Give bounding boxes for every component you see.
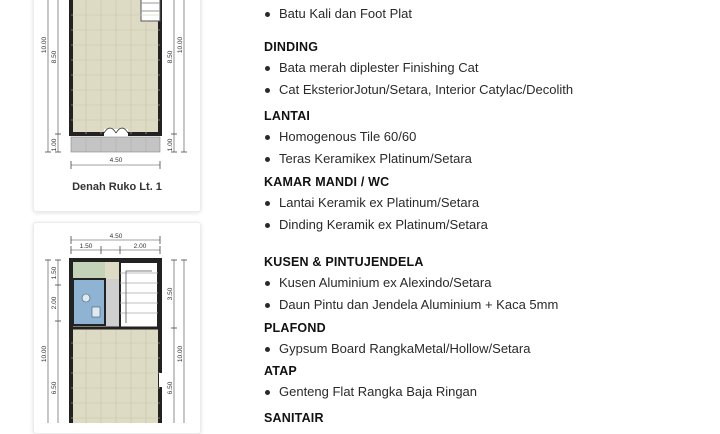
plan2-dim-room-right: 6.50 bbox=[167, 381, 174, 395]
kusen-item: Daun Pintu dan Jendela Aluminium + Kaca 5mm bbox=[264, 294, 558, 316]
plan1-dim-front-right: 1.00 bbox=[167, 138, 174, 152]
floor-plan-card-1 bbox=[33, 0, 201, 212]
lantai-heading: LANTAI bbox=[264, 109, 311, 123]
foundation-section bbox=[264, 3, 412, 25]
kusen-section bbox=[264, 253, 558, 316]
plan1-dim-main-left: 8.50 bbox=[51, 50, 58, 64]
plan2-dim-left: 1.50 bbox=[79, 243, 93, 250]
plan1-dim-main-right: 8.50 bbox=[167, 50, 174, 64]
kamar-mandi-item: Dinding Keramik ex Platinum/Setara bbox=[264, 214, 488, 236]
lantai-item: Teras Keramikex Platinum/Setara bbox=[264, 148, 472, 170]
plafond-section bbox=[264, 319, 530, 360]
plafond-heading: PLAFOND bbox=[264, 321, 326, 335]
lantai-item: Homogenous Tile 60/60 bbox=[264, 126, 472, 148]
atap-item: Genteng Flat Rangka Baja Ringan bbox=[264, 381, 477, 403]
kamar-mandi-heading: KAMAR MANDI / WC bbox=[264, 175, 390, 189]
floor-plans-panel bbox=[0, 0, 232, 420]
dinding-heading: DINDING bbox=[264, 40, 319, 54]
floor-plan-1-drawing bbox=[34, 0, 200, 181]
foundation-item: Batu Kali dan Foot Plat bbox=[264, 3, 412, 25]
plan2-dim-bath: 2.00 bbox=[51, 296, 58, 310]
kamar-mandi-item: Lantai Keramik ex Platinum/Setara bbox=[264, 192, 488, 214]
plan1-dim-front-left: 1.00 bbox=[51, 138, 58, 152]
plan2-dim-total-right: 10.00 bbox=[177, 345, 184, 363]
plan1-dim-width: 4.50 bbox=[109, 157, 123, 164]
floor-plan-card-2 bbox=[33, 222, 201, 434]
plan2-dim-total-left: 10.00 bbox=[41, 345, 48, 363]
floor-plan-1-title: Denah Ruko Lt. 1 bbox=[72, 181, 162, 193]
plan1-dim-total-left: 10.00 bbox=[41, 36, 48, 54]
dinding-item: Bata merah diplester Finishing Cat bbox=[264, 57, 573, 79]
plafond-item: Gypsum Board RangkaMetal/Hollow/Setara bbox=[264, 338, 530, 360]
plan2-dim-stair: 3.50 bbox=[167, 287, 174, 301]
sanitair-section bbox=[264, 409, 324, 428]
plan2-dim-room-left: 6.50 bbox=[51, 381, 58, 395]
lantai-section bbox=[264, 107, 472, 170]
kusen-heading: KUSEN & PINTUJENDELA bbox=[264, 255, 424, 269]
plan1-dim-total-right: 10.00 bbox=[177, 36, 184, 54]
dinding-section bbox=[264, 38, 573, 101]
floor-plan-2-drawing bbox=[34, 223, 200, 423]
dinding-item: Cat EksteriorJotun/Setara, Interior Catylac/Decolith bbox=[264, 79, 573, 101]
plan2-dim-right: 2.00 bbox=[133, 243, 147, 250]
sanitair-heading: SANITAIR bbox=[264, 411, 324, 425]
plan2-dim-width: 4.50 bbox=[109, 233, 123, 240]
kusen-item: Kusen Aluminium ex Alexindo/Setara bbox=[264, 272, 558, 294]
atap-heading: ATAP bbox=[264, 364, 297, 378]
plan2-dim-top-left: 1.50 bbox=[51, 266, 58, 280]
kamar-mandi-section bbox=[264, 173, 488, 236]
atap-section bbox=[264, 362, 477, 403]
